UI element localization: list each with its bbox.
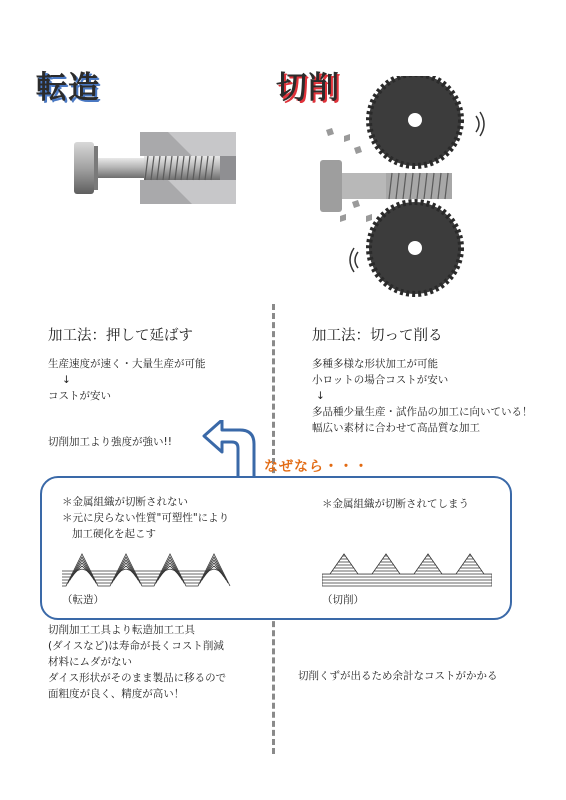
cutting-point: 小ロットの場合コストが安い: [312, 374, 449, 386]
method-cutting: 加工法：切って削る: [312, 328, 443, 344]
cutting-illustration: [310, 76, 490, 302]
rolling-bottom-line: 切削加工工具より転造加工工具: [48, 624, 195, 636]
cutting-point: 幅広い素材に合わせて高品質な加工: [312, 422, 480, 434]
bolt-shank: [98, 158, 144, 178]
cutting-box-note: ＊金属組織が切断されてしまう: [322, 498, 469, 510]
saw-blade-lower: [369, 202, 461, 294]
cutting-arrow: ↓: [316, 390, 325, 402]
rolling-bottom-line: (ダイスなど)は寿命が長くコスト削減: [48, 640, 224, 652]
cutting-point: 多品種少量生産・試作品の加工に向いている！: [312, 406, 533, 418]
cut-grain-diagram: [322, 548, 492, 588]
rolling-arrow: ↓: [62, 374, 71, 386]
cutting-points: [312, 356, 533, 436]
rolling-caption: （転造）: [62, 594, 104, 606]
rolling-bolt-illustration: [68, 128, 248, 208]
rolled-grain-diagram: [62, 548, 232, 588]
rolling-note: 加工硬化を起こす: [72, 528, 156, 540]
cutting-bottom-note: 切削くずが出るため余計なコストがかかる: [298, 670, 498, 682]
rolling-bottom-line: 材料にムダがない: [48, 656, 132, 668]
rolling-bottom-line: ダイス形状がそのまま製品に移るので: [48, 672, 227, 684]
title-rolling: 転造: [36, 70, 100, 106]
rolling-bottom-notes: [48, 622, 226, 702]
saw-blade-upper: [369, 76, 461, 166]
cutting-point: 多種多様な形状加工が可能: [312, 358, 438, 370]
rolling-bottom-line: 面粗度が良く、精度が高い！: [48, 688, 185, 700]
rolling-points: [48, 356, 206, 404]
strength-note: 切削加工より強度が強い!!: [48, 436, 172, 448]
cutting-caption: （切削）: [322, 594, 364, 606]
rolling-point: コストが安い: [48, 390, 111, 402]
rolling-box-notes: [62, 494, 229, 542]
bolt-head: [74, 142, 94, 194]
rolling-point: 生産速度が速く・大量生産が可能: [48, 358, 206, 370]
because-label: なぜなら・・・: [264, 459, 369, 475]
bent-arrow-icon: [200, 420, 270, 480]
method-rolling: 加工法：押して延ばす: [48, 328, 193, 344]
bolt-head-right: [320, 160, 342, 212]
title-cutting: 切削: [276, 70, 340, 106]
rolling-note: ＊元に戻らない性質"可塑性"により: [62, 512, 230, 524]
rolling-note: ＊金属組織が切断されない: [62, 496, 188, 508]
